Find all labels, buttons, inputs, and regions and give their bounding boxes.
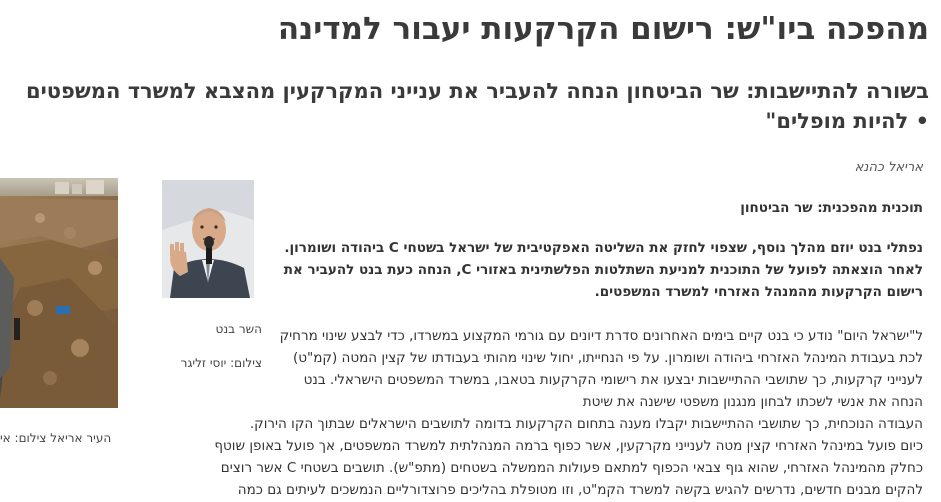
portrait-photo-credit: צילום: יוסי זליגר — [180, 356, 262, 370]
ariel-city-photo — [0, 178, 118, 408]
body-line: העבודה הנוכחית, כך שתושבי ההתיישבות יקבלו מענה בתחום הקרקעות בדומה לתושבים הישראלים שבתוך הקו הירוק. — [249, 416, 923, 432]
article-lead-paragraph: נפתלי בנט יוזם מהלך נוסף, שצפוי לחזק את השליטה האפקטיבית של ישראל בשטחי C ביהודה ושומרון. לאחר הוצאתה לפועל של התוכנית למניעת השתלטות הפלשתינית באזורי C, הנחה כעת בנט להעביר את רישום הקרקעות מהמנהל האזרחי למשרד המשפטים. — [283, 240, 923, 300]
article-body-paragraph-1: ל"ישראל היום" נודע כי בנט קיים בימים האחרונים סדרת דיונים עם גורמי המקצוע במשרדו, כדי לבצע שינוי מרחיק לכת בעבודת המינהל האזרחי ביהודה ושומרון. על פי הנחייתו, יחול שינוי מהותי בעבודתו של קצין המטה (קמ"ט) לענייני קרקעות, כך שתושבי ההתיישבות יבצעו את רישומי הקרקעות בטאבו, במשרד המשפטים הישראלי. בנט הנחה את אנשי לשכתו לבחון מנגנון משפטי שישנה את שיטת — [279, 328, 923, 410]
minister-portrait-photo — [162, 180, 254, 298]
article-byline[interactable]: אריאל כהנא — [854, 160, 923, 175]
body-line: כחלק מהמינהל האזרחי, שהוא גוף צבאי הכפוף למתאם פעולות הממשלה בשטחים (מתפ"ש). תושבים בשטחי C אשר רוצים — [220, 460, 923, 476]
article-body-paragraph-2 — [3, 413, 923, 501]
article-subheadline: בשורה להתיישבות: שר הביטחון הנחה להעביר את ענייני המקרקעין מהצבא למשרד המשפטים • להיות מופלים" — [25, 79, 929, 133]
body-line: כיום פועל במינהל האזרחי קצין מטה לענייני מקרקעין, אשר כפוף ברמה המנהלתית למשרד המשפטים, אך פועל באופן שוטף — [214, 438, 923, 454]
article-plan-label: תוכנית מהפכנית: שר הביטחון — [740, 200, 923, 216]
ariel-photo-caption: העיר אריאל צילום: אי — [0, 431, 112, 445]
portrait-caption: השר בנט — [215, 322, 262, 336]
article-headline: מהפכה ביו"ש: רישום הקרקעות יעבור למדינה — [277, 11, 929, 47]
body-line: להקים מבנים חדשים, נדרשים להגיש בקשה למשרד הקמ"ט, וזו מטופלת בהליכים פרוצדורליים הנמשכים לעיתים גם כמה — [237, 482, 923, 498]
